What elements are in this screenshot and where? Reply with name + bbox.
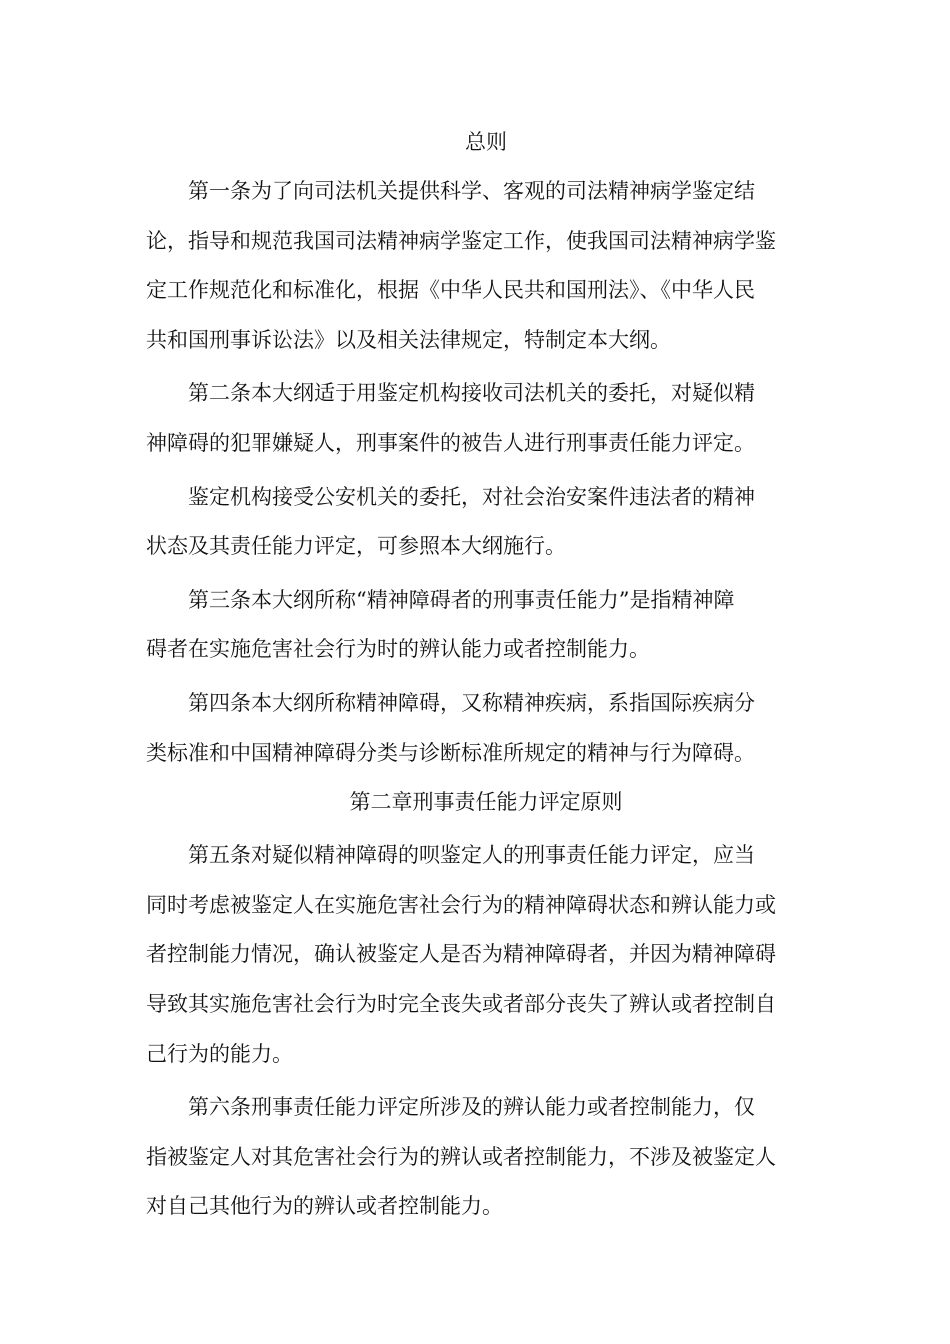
article-4-line-1: 第四条本大纲所称精神障碍，又称精神疾病，系指国际疾病分 [188,690,755,715]
article-5-line-4: 导致其实施危害社会行为时完全丧失或者部分丧失了辨认或者控制自 [146,991,776,1016]
article-3 [146,576,826,675]
article-2-line-2: 神障碍的犯罪嫌疑人，刑事案件的被告人进行刑事责任能力评定。 [146,430,755,455]
article-5-line-5: 己行为的能力。 [146,1041,293,1066]
article-2-line-1: 第二条本大纲适于用鉴定机构接收司法机关的委托，对疑似精 [188,381,755,406]
article-4-line-2: 类标准和中国精神障碍分类与诊断标准所规定的精神与行为障碍。 [146,740,755,765]
article-2b-line-2: 状态及其责任能力评定，可参照本大纲施行。 [146,534,566,559]
article-1-line-1: 第一条为了向司法机关提供科学、客观的司法精神病学鉴定结 [188,179,755,203]
document-page [146,118,826,1232]
article-1-line-3: 定工作规范化和标准化，根据《中华人民共和国刑法》、《中华人民 [146,278,755,303]
article-6-line-2: 指被鉴定人对其危害社会行为的辨认或者控制能力，不涉及被鉴定人 [146,1144,776,1169]
article-1 [146,167,826,365]
article-1-line-4: 共和国刑事诉讼法》以及相关法律规定，特制定本大纲。 [146,327,671,352]
article-5-line-2: 同时考虑被鉴定人在实施危害社会行为的精神障碍状态和辨认能力或 [146,892,776,917]
article-3-line-2: 碍者在实施危害社会行为时的辨认能力或者控制能力。 [146,637,650,662]
article-5-line-3: 者控制能力情况，确认被鉴定人是否为精神障碍者，并因为精神障碍 [146,942,776,967]
article-4 [146,679,826,778]
article-2-continued [146,473,826,572]
article-2b-line-1: 鉴定机构接受公安机关的委托，对社会治安案件违法者的精神 [188,484,755,509]
section-title: 总则 [465,130,507,154]
article-5-line-1: 第五条对疑似精神障碍的呗鉴定人的刑事责任能力评定，应当 [188,843,755,868]
article-2 [146,369,826,468]
article-6 [146,1083,826,1232]
article-5 [146,831,826,1079]
chapter-2-title: 第二章刑事责任能力评定原则 [349,790,623,815]
article-3-line-1: 第三条本大纲所称“精神障碍者的刑事责任能力”是指精神障 [188,587,735,612]
article-6-line-3: 对自己其他行为的辨认或者控制能力。 [146,1194,503,1219]
article-1-line-2: 论，指导和规范我国司法精神病学鉴定工作，使我国司法精神病学鉴 [146,228,776,253]
article-6-line-1: 第六条刑事责任能力评定所涉及的辨认能力或者控制能力，仅 [188,1095,755,1120]
